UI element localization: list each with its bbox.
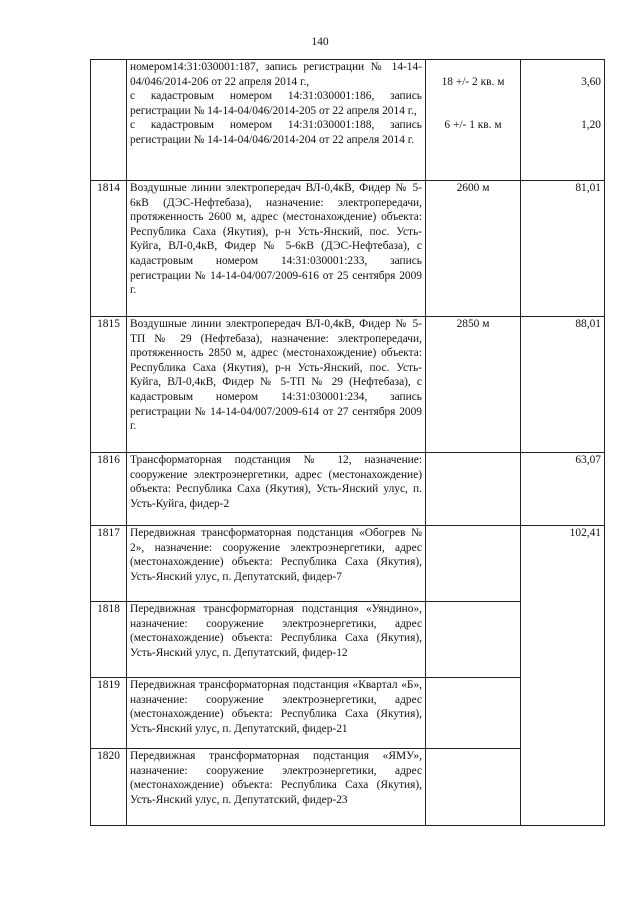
row-number: 1815 xyxy=(91,317,127,453)
row-description: Передвижная трансформаторная подстанция «Обогрев № 2», назначение: сооружение электроэнергетики, адрес (местонахождение) объекта: Республика Саха (Якутия), Усть-Янский улус, п. Депутатский, фидер-7 xyxy=(127,526,426,602)
row-description: Передвижная трансформаторная подстанция «Квартал «Б», назначение: сооружение электроэнергетики, адрес (местонахождение) объекта: Республика Саха (Якутия), Усть-Янский улус, п. Депутатский, фидер-21 xyxy=(127,678,426,749)
description-part: с кадастровым номером 14:31:030001:186, запись регистрации № 14-14-04/046/2014-205 от 22 апреля 2014 г., xyxy=(130,90,422,117)
row-description xyxy=(127,60,426,181)
description-part: с кадастровым номером 14:31:030001:188, запись регистрации № 14-14-04/046/2014-204 от 22 апреля 2014 г. xyxy=(130,119,422,146)
description-part: номером14:31:030001:187, запись регистрации № 14-14-04/046/2014-206 от 22 апреля 2014 г., xyxy=(130,61,422,88)
row-cost: 102,41 xyxy=(521,526,605,826)
table-row xyxy=(91,317,605,453)
table-row xyxy=(91,526,605,602)
row-description: Передвижная трансформаторная подстанция «ЯМУ», назначение: сооружение электроэнергетики, адрес (местонахождение) объекта: Республика Саха (Якутия), Усть-Янский улус, п. Депутатский, фидер-23 xyxy=(127,749,426,826)
row-area xyxy=(426,749,521,826)
row-cost: 81,01 xyxy=(521,181,605,317)
row-area: 2600 м xyxy=(426,181,521,317)
row-description: Воздушные линии электропередач ВЛ-0,4кВ, Фидер № 5-6кВ (ДЭС-Нефтебаза), назначение: электропередачи, протяженность 2600 м, адрес (местонахождение) объекта: Республика Саха (Якутия), р-н Усть-Янский, пос. Усть-Куйга, ВЛ-0,4кВ, Фидер № 5-6кВ (ДЭС-Нефтебаза), с кадастровым номером 14:31:030001:233, запись регистрации № 14-14-04/007/2009-616 от 25 сентября 2009 г. xyxy=(127,181,426,317)
row-number: 1814 xyxy=(91,181,127,317)
table-row xyxy=(91,453,605,526)
table-row xyxy=(91,181,605,317)
cost-part: 3,60 xyxy=(581,75,601,88)
row-area xyxy=(426,60,521,181)
row-number: 1819 xyxy=(91,678,127,749)
row-number: 1817 xyxy=(91,526,127,602)
area-part: 18 +/- 2 кв. м xyxy=(441,75,505,88)
property-table xyxy=(90,59,605,826)
row-cost xyxy=(521,60,605,181)
area-part: 6 +/- 1 кв. м xyxy=(444,119,502,132)
row-area xyxy=(426,526,521,602)
row-description: Передвижная трансформаторная подстанция «Уяндино», назначение: сооружение электроэнергетики, адрес (местонахождение) объекта: Республика Саха (Якутия), Усть-Янский улус, п. Депутатский, фидер-12 xyxy=(127,602,426,678)
row-number: 1820 xyxy=(91,749,127,826)
row-cost: 63,07 xyxy=(521,453,605,526)
page-number: 140 xyxy=(311,36,329,48)
row-description: Воздушные линии электропередач ВЛ-0,4кВ, Фидер № 5-ТП № 29 (Нефтебаза), назначение: электропередачи, протяженность 2850 м, адрес (местонахождение) объекта: Республика Саха (Якутия), р-н Усть-Янский, пос. Усть-Куйга, ВЛ-0,4кВ, Фидер № 5-ТП № 29 (Нефтебаза), с кадастровым номером 14:31:030001:234, запись регистрации № 14-14-04/007/2009-614 от 27 сентября 2009 г. xyxy=(127,317,426,453)
table-row xyxy=(91,60,605,181)
row-area xyxy=(426,678,521,749)
row-area xyxy=(426,602,521,678)
row-number: 1816 xyxy=(91,453,127,526)
row-number: 1818 xyxy=(91,602,127,678)
row-description: Трансформаторная подстанция № 12, назначение: сооружение электроэнергетики, адрес (местонахождение) объекта: Республика Саха (Якутия), Усть-Янский улус, п. Усть-Куйга, фидер-2 xyxy=(127,453,426,526)
row-area xyxy=(426,453,521,526)
row-number xyxy=(91,60,127,181)
cost-part: 1,20 xyxy=(581,119,601,132)
row-cost: 88,01 xyxy=(521,317,605,453)
row-area: 2850 м xyxy=(426,317,521,453)
